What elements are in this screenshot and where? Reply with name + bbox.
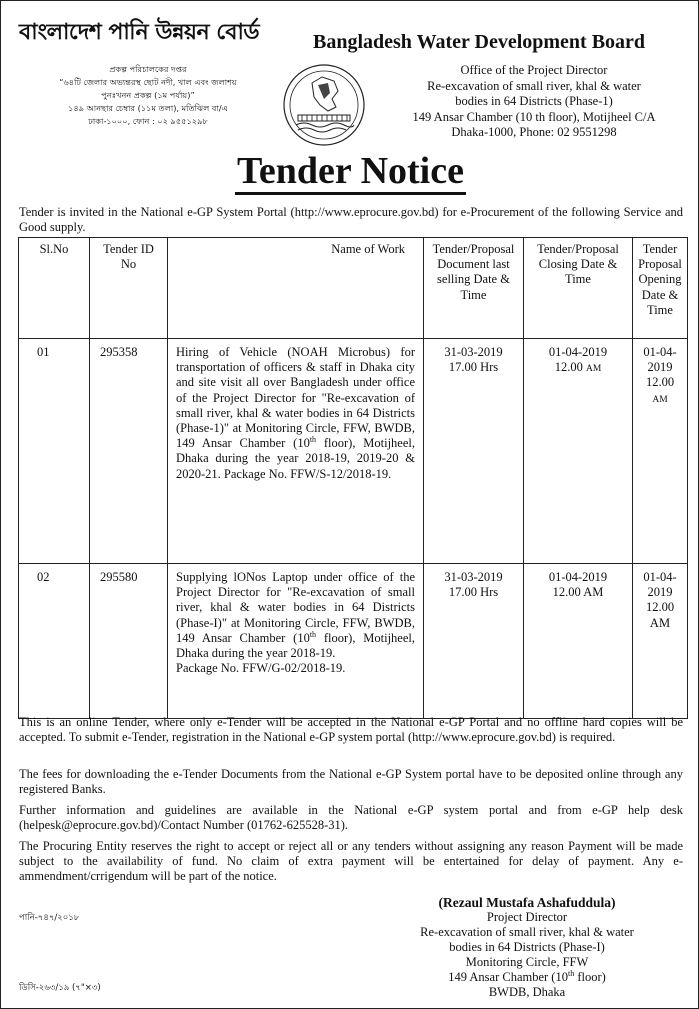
dc-number: ডিসি-২৬৩/১৯ (৭"×৩) xyxy=(19,983,101,993)
helpdesk-paragraph: Further information and guidelines are available in the National e-GP system portal and from e-GP help desk (helpesk@eprocure.gov.bd)/Contact Number (01762-625528-31). xyxy=(19,803,683,832)
table-row xyxy=(19,564,688,719)
bangla-office-address: প্রকল্প পরিচালকের দপ্তর “৬৪টি জেলার অভ্যন্তরস্থ ছোট নদী, খাল এবং জলাশয় পুনঃখনন প্রকল্প (১ম পর্যায়)” ১৪৯ আনছার চেম্বার (১১ম তলা), মতিঝিল বা/এ ঢাকা-১০০০, ফোন : ০২ ৯৫৫১২৯৮ xyxy=(59,64,237,126)
row-doc-date: 31-03-2019 17.00 Hrs xyxy=(424,564,524,719)
english-office-address: Office of the Project Director Re-excavation of small river, khal & water bodies in 64 Districts (Phase-1) 149 Ansar Chamber (10 th floor), Motijheel C/A Dhaka-1000, Phone: 02 9551298 xyxy=(412,63,656,139)
row-opening-date: 01-04-2019 12.00 AM xyxy=(633,339,688,564)
signature-block: (Rezaul Mustafa Ashafuddula) Project Director Re-excavation of small river, khal & water bodies in 64 Districts (Phase-I) Monitoring Circle, FFW 149 Ansar Chamber (10th floor) BWDB, Dhaka xyxy=(377,895,677,1000)
signatory-designation: Project Director xyxy=(486,910,568,924)
row-sl: 01 xyxy=(19,339,90,564)
col-opening-date: Tender Proposal Opening Date & Time xyxy=(633,238,688,339)
row-tender-id: 295358 xyxy=(90,339,168,564)
tender-table xyxy=(18,237,688,719)
row-work-description: Hiring of Vehicle (NOAH Microbus) for transportation of officers & staff in Dhaka city and site visit all over Bangladesh under office of the Project Director for "Re-excavation of small river, khal & water bodies in 64 Districts (Phase-1)" at Monitoring Circle, FFW, BWDB, 149 Ansar Chamber (10th floor), Motijheel, Dhaka during the year 2018-19, 2019-20 & 2020-21. Package No. FFW/S-12/2018-19. xyxy=(168,339,424,564)
table-header-row xyxy=(19,238,688,339)
intro-text: Tender is invited in the National e-GP System Portal (http://www.eprocure.gov.bd) for e-Procurement of the following Service and Good supply. xyxy=(19,205,683,234)
bwdb-logo-icon xyxy=(282,63,366,147)
reservation-paragraph: The Procuring Entity reserves the right to accept or reject all or any tenders without assigning any reason Payment will be made subject to the availability of fund. No claim of extra payment will be entertained for delay of payment. Any e-ammendment/crrigendum will be part of the notice. xyxy=(19,839,683,883)
notice-title: Tender Notice xyxy=(1,149,699,193)
row-closing-date: 01-04-2019 12.00 AM xyxy=(524,339,633,564)
memo-number: পানি-৭৪৭/২০১৮ xyxy=(19,913,80,923)
row-closing-date: 01-04-2019 12.00 AM xyxy=(524,564,633,719)
row-work-description: Supplying lONos Laptop under office of the Project Director for "Re-excavation of small river, khal & water bodies in 64 Districts (Phase-I)" at Monitoring Circle, FFW, BWDB, 149 Ansar Chamber (10th floor), Motijheel, Dhaka during the year 2018-19. Package No. FFW/G-02/2018-19. xyxy=(168,564,424,719)
bangla-org-title: বাংলাদেশ পানি উন্নয়ন বোর্ড xyxy=(19,19,260,45)
col-name-of-work: Name of Work xyxy=(168,238,424,339)
col-sl: Sl.No xyxy=(19,238,90,339)
online-tender-paragraph: This is an online Tender, where only e-Tender will be accepted in the National e-GP Portal and no offline hard copies will be accepted. To submit e-Tender, registration in the National e-GP system portal (http://www.eprocure.gov.bd) is required. xyxy=(19,715,683,744)
english-org-title: Bangladesh Water Development Board xyxy=(313,31,646,53)
col-tender-id: Tender ID No xyxy=(90,238,168,339)
col-doc-selling-date: Tender/Proposal Document last selling Date & Time xyxy=(424,238,524,339)
table-row xyxy=(19,339,688,564)
row-opening-date: 01-04-2019 12.00 AM xyxy=(633,564,688,719)
signatory-name: (Rezaul Mustafa Ashafuddula) xyxy=(438,895,616,910)
fees-paragraph: The fees for downloading the e-Tender Documents from the National e-GP System portal have to be deposited online through any registered Banks. xyxy=(19,767,683,796)
row-doc-date: 31-03-2019 17.00 Hrs xyxy=(424,339,524,564)
col-closing-date: Tender/Proposal Closing Date & Time xyxy=(524,238,633,339)
row-sl: 02 xyxy=(19,564,90,719)
row-tender-id: 295580 xyxy=(90,564,168,719)
